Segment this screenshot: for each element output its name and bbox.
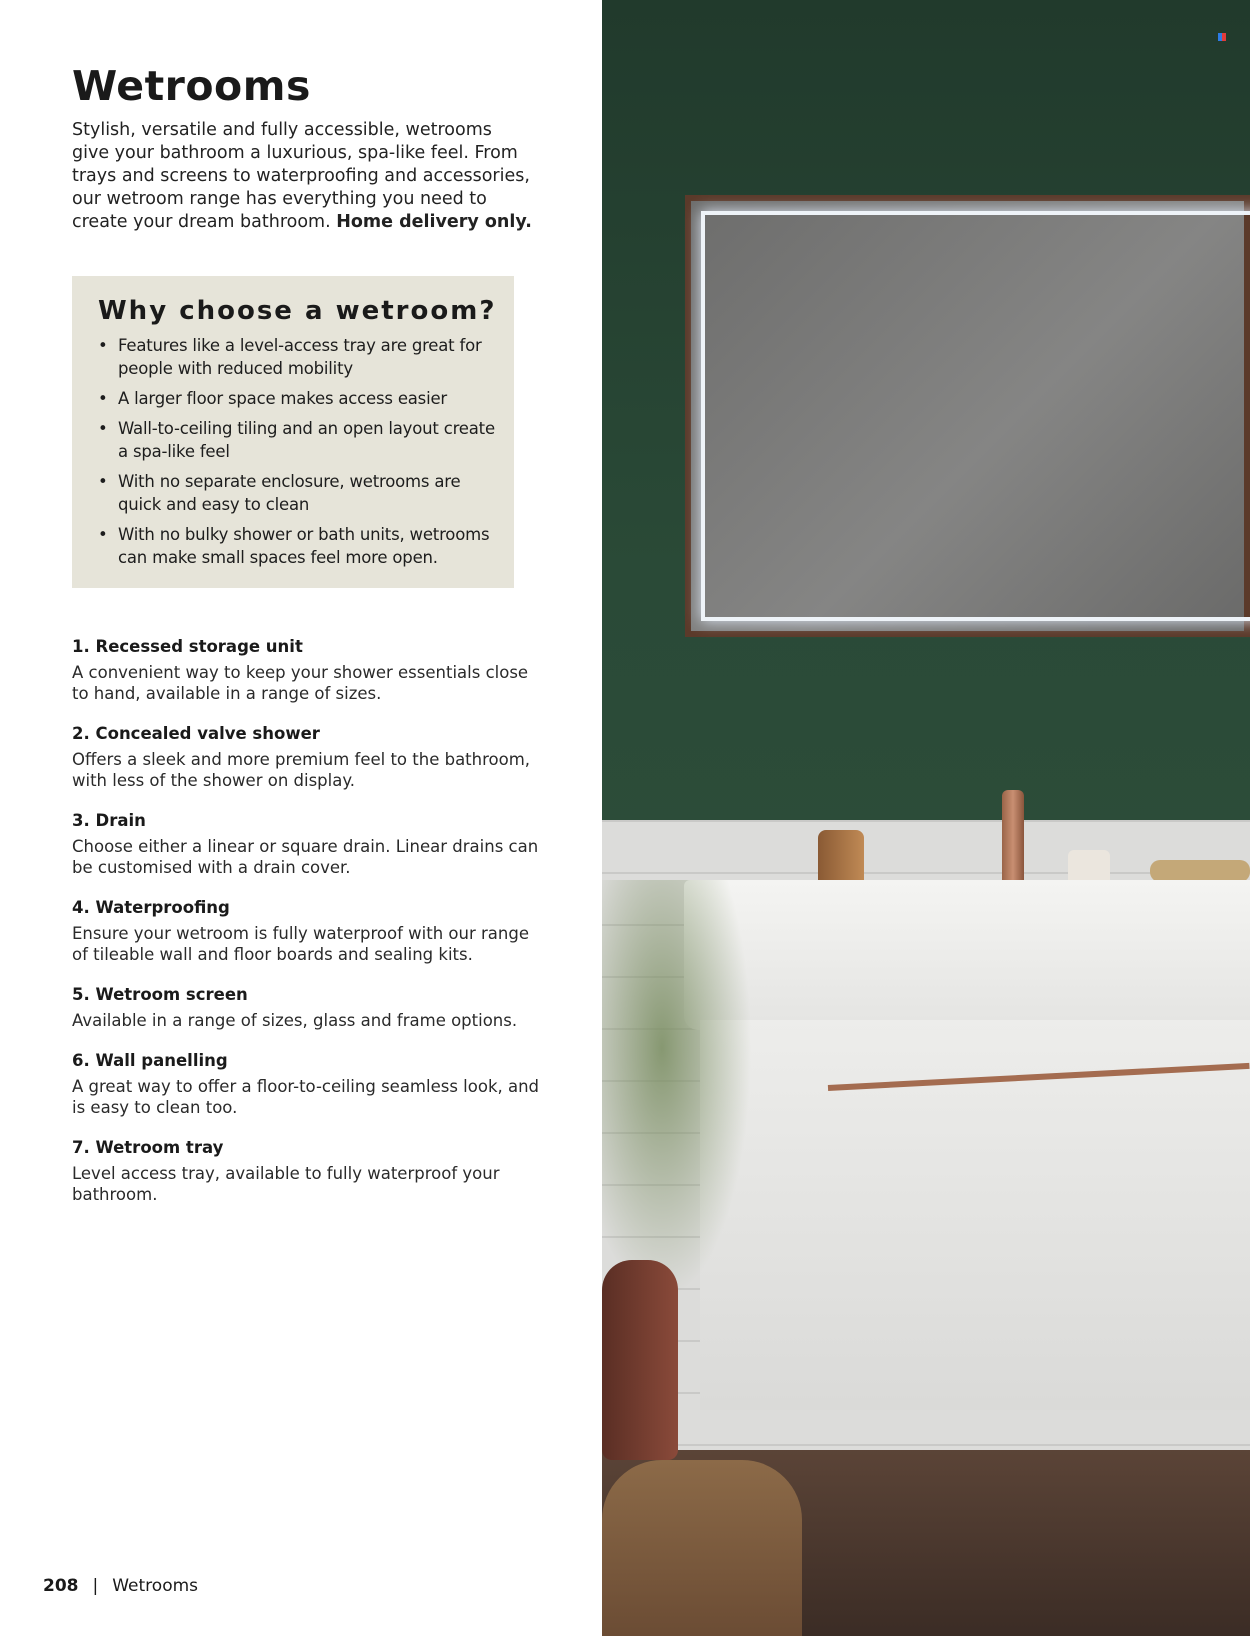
feature-item — [72, 636, 542, 704]
feature-title: 3. Drain — [72, 811, 146, 830]
wooden-brush — [1150, 860, 1250, 882]
list-item — [98, 334, 498, 380]
wicker-basket — [602, 1460, 802, 1636]
list-item-text: A larger floor space makes access easier — [118, 389, 448, 408]
list-item — [98, 387, 498, 410]
intro-text: Stylish, versatile and fully accessible, wetrooms give your bathroom a luxurious, spa-like feel. From trays and screens to waterproofing and accessories, our wetroom range has everything you need to create your dream bathroom. — [72, 120, 530, 232]
page-footer — [43, 1576, 198, 1596]
bullet-icon: • — [98, 419, 108, 438]
eucalyptus-plant — [602, 880, 752, 1300]
why-choose-box — [72, 276, 514, 588]
list-item-text: Wall-to-ceiling tiling and an open layout create a spa-like feel — [118, 419, 495, 461]
feature-title: 1. Recessed storage unit — [72, 637, 303, 656]
feature-title: 5. Wetroom screen — [72, 985, 248, 1004]
list-item — [98, 523, 498, 569]
feature-description: Ensure your wetroom is fully waterproof with our range of tileable wall and floor boards and sealing kits. — [72, 924, 529, 964]
bullet-icon: • — [98, 525, 108, 544]
bullet-icon: • — [98, 472, 108, 491]
feature-item — [72, 984, 542, 1031]
page-number: 208 — [43, 1576, 79, 1596]
feature-description: A great way to offer a floor-to-ceiling seamless look, and is easy to clean too. — [72, 1077, 540, 1117]
why-choose-title: Why choose a wetroom? — [98, 296, 497, 326]
feature-title: 6. Wall panelling — [72, 1051, 228, 1070]
text-column — [0, 0, 602, 1636]
feature-item — [72, 1050, 542, 1118]
corner-logo-mark — [1218, 33, 1226, 41]
feature-description: Offers a sleek and more premium feel to the bathroom, with less of the shower on display. — [72, 750, 531, 790]
intro-emphasis: Home delivery only. — [336, 212, 532, 232]
led-mirror — [685, 195, 1250, 637]
bathroom-photo — [602, 0, 1250, 1636]
feature-item — [72, 897, 542, 965]
why-choose-list — [98, 334, 498, 576]
feature-item — [72, 810, 542, 878]
feature-item — [72, 1137, 542, 1205]
footer-separator: | — [92, 1576, 99, 1596]
footer-section: Wetrooms — [112, 1576, 199, 1596]
bullet-icon: • — [98, 336, 108, 355]
feature-description: Choose either a linear or square drain. Linear drains can be customised with a drain cover. — [72, 837, 539, 877]
mirror-light-strip — [701, 211, 1250, 621]
list-item — [98, 417, 498, 463]
features-list — [72, 636, 542, 1224]
feature-description: A convenient way to keep your shower essentials close to hand, available in a range of sizes. — [72, 663, 529, 703]
feature-description: Level access tray, available to fully waterproof your bathroom. — [72, 1164, 500, 1204]
page-title: Wetrooms — [72, 62, 311, 110]
intro-paragraph — [72, 119, 532, 234]
feature-title: 7. Wetroom tray — [72, 1138, 224, 1157]
list-item-text: With no bulky shower or bath units, wetrooms can make small spaces feel more open. — [118, 525, 490, 567]
feature-title: 2. Concealed valve shower — [72, 724, 320, 743]
basin — [684, 880, 1250, 1030]
list-item — [98, 470, 498, 516]
bullet-icon: • — [98, 389, 108, 408]
feature-item — [72, 723, 542, 791]
list-item-text: Features like a level-access tray are great for people with reduced mobility — [118, 336, 482, 378]
feature-description: Available in a range of sizes, glass and frame options. — [72, 1011, 518, 1030]
glass-vase — [602, 1260, 678, 1460]
feature-title: 4. Waterproofing — [72, 898, 230, 917]
list-item-text: With no separate enclosure, wetrooms are quick and easy to clean — [118, 472, 461, 514]
